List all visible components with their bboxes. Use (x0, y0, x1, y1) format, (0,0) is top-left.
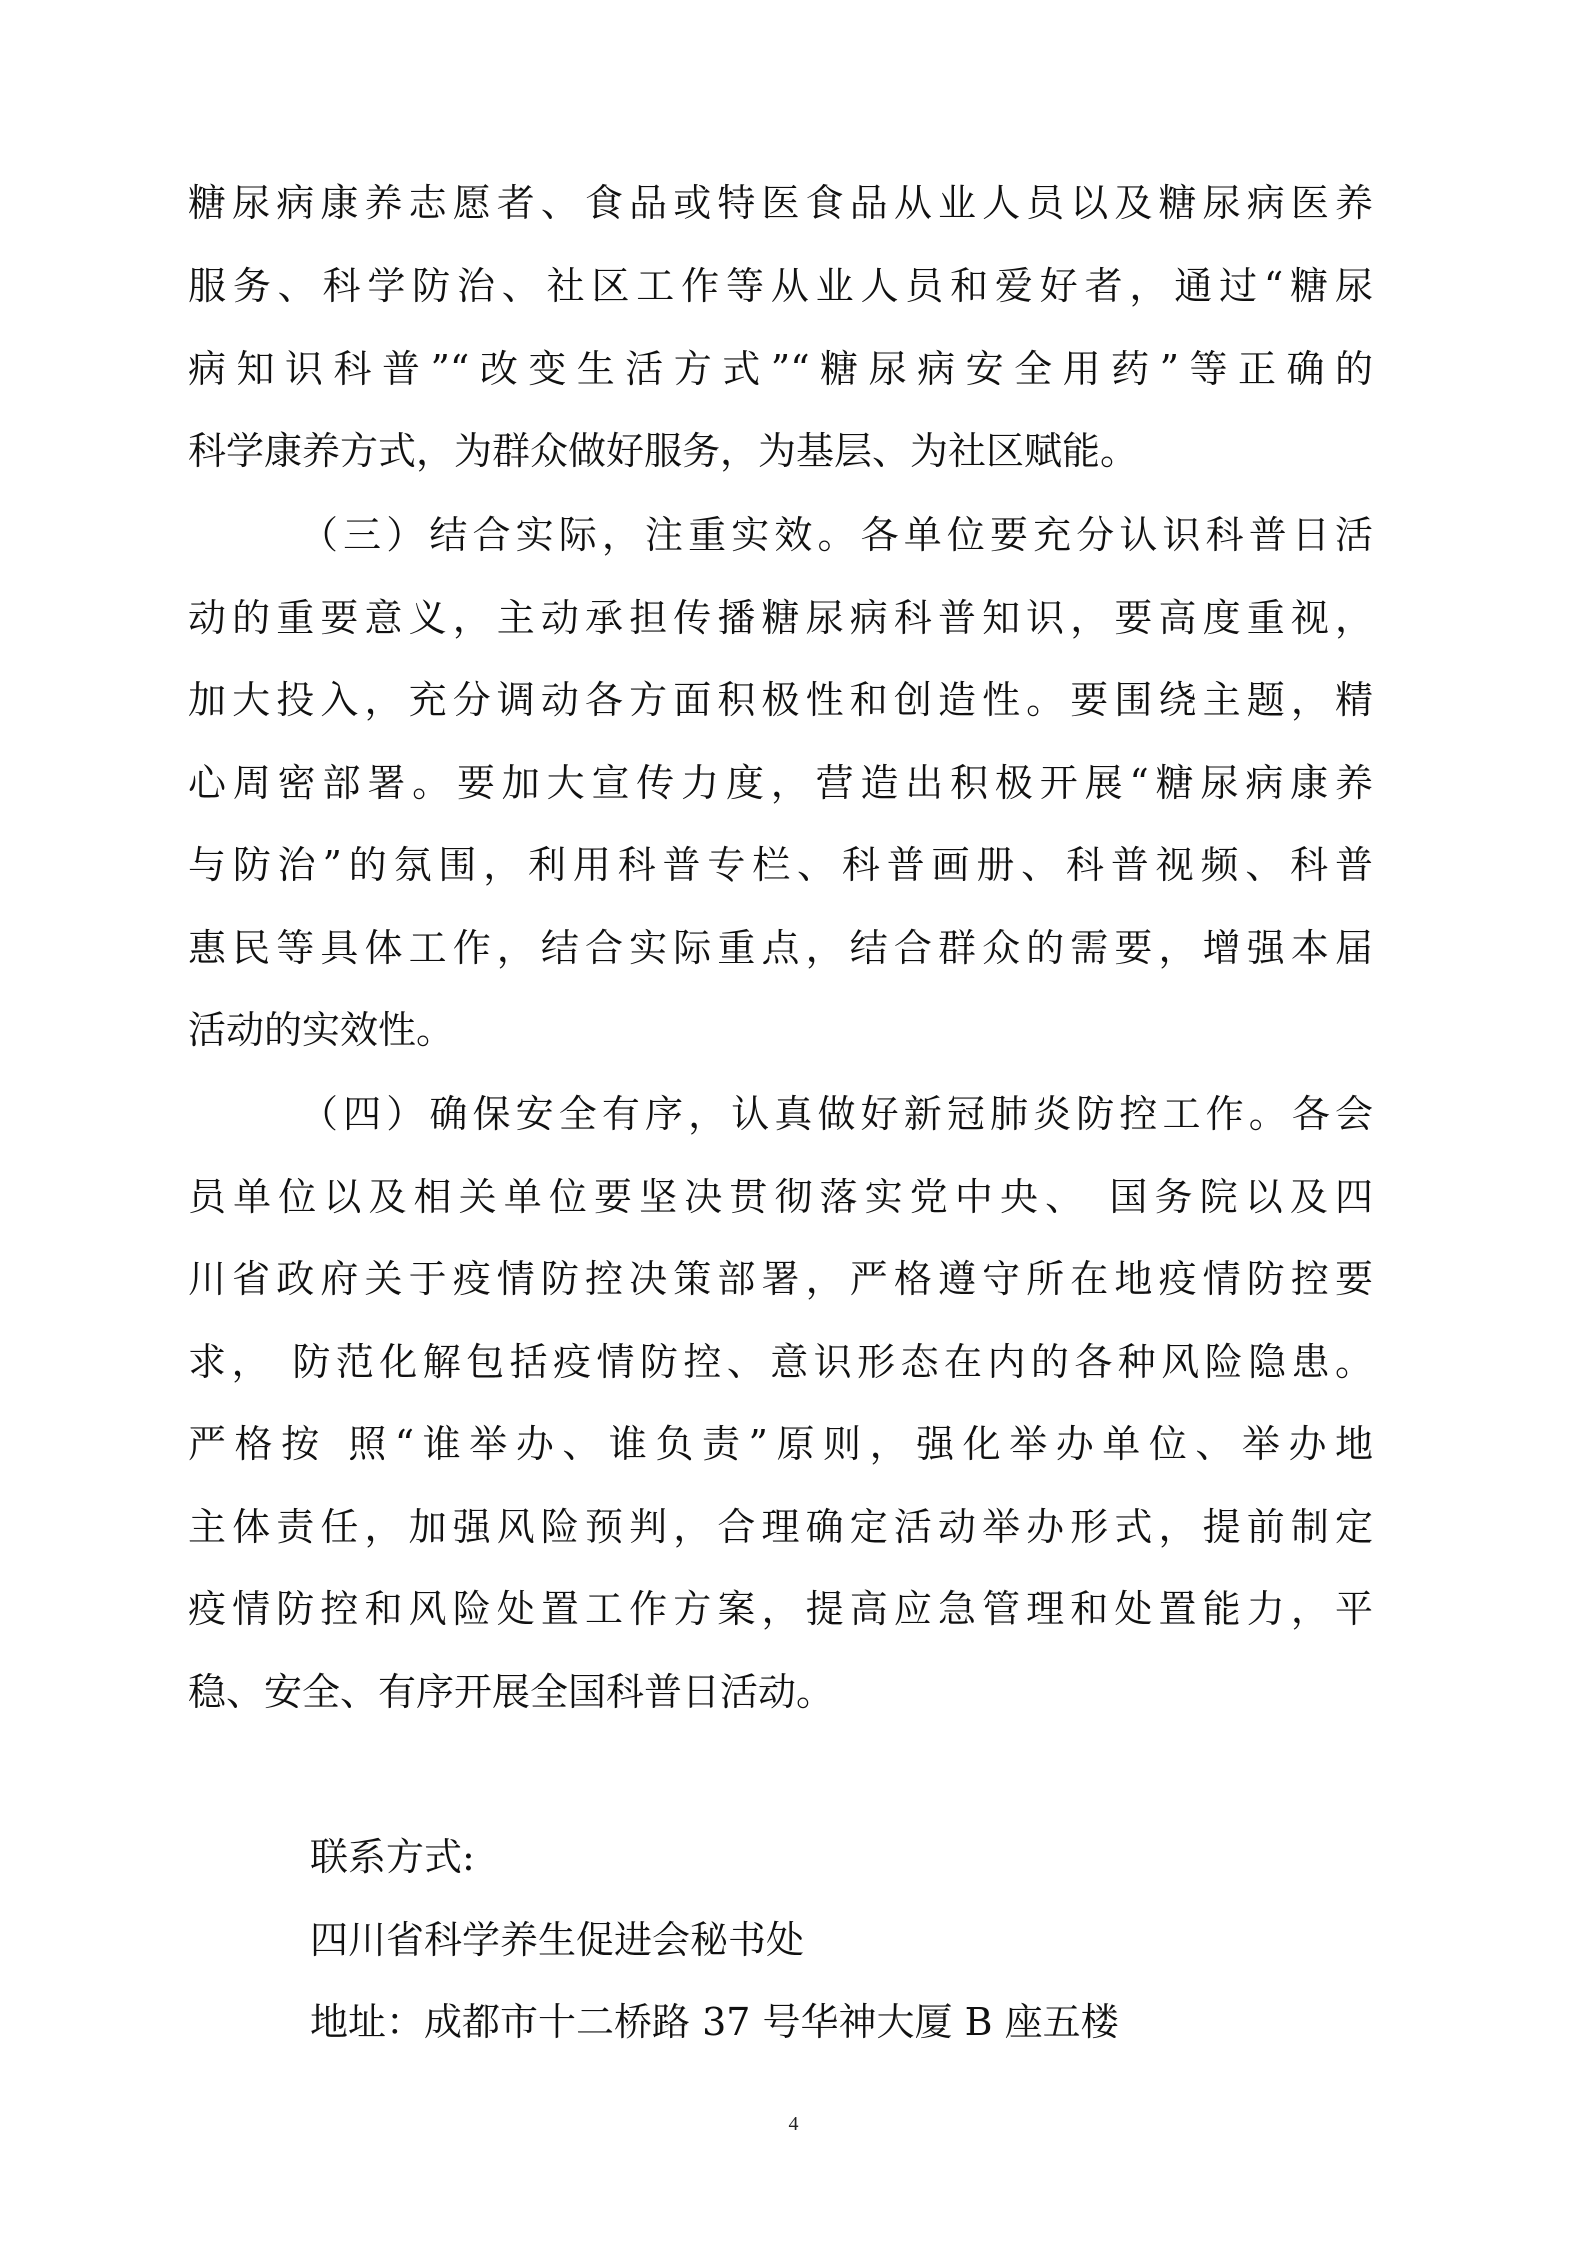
section-four-line: 严格按 照“谁举办、谁负责”原则，强化举办单位、举办地 (188, 1422, 1373, 1466)
paragraph-line: 科学康养方式，为群众做好服务，为基层、为社区赋能。 (188, 429, 1139, 473)
section-three-line: 心周密部署。要加大宣传力度，营造出积极开展“糖尿病康养 (188, 761, 1373, 805)
section-three-line: 加大投入，充分调动各方面积极性和创造性。要围绕主题，精 (188, 678, 1373, 722)
contact-heading: 联系方式: (310, 1835, 475, 1879)
section-four-line: 主体责任，加强风险预判，合理确定活动举办形式，提前制定 (188, 1505, 1373, 1549)
section-three-line: 与防治”的氛围，利用科普专栏、科普画册、科普视频、科普 (188, 843, 1373, 887)
section-four-line: 川省政府关于疫情防控决策部署，严格遵守所在地疫情防控要 (188, 1257, 1373, 1301)
section-four-line: 员单位以及相关单位要坚决贯彻落实党中央、 国务院以及四 (188, 1175, 1373, 1219)
contact-organization: 四川省科学养生促进会秘书处 (310, 1918, 805, 1962)
section-four-line: 求， 防范化解包括疫情防控、意识形态在内的各种风险隐患。 (188, 1340, 1373, 1384)
section-three-line: 惠民等具体工作，结合实际重点，结合群众的需要，增强本届 (188, 926, 1373, 970)
section-three-line: 活动的实效性。 (188, 1008, 455, 1052)
section-three-line: 动的重要意义，主动承担传播糖尿病科普知识，要高度重视， (188, 596, 1373, 640)
paragraph-line: 服务、科学防治、社区工作等从业人员和爱好者，通过“糖尿 (188, 264, 1373, 308)
paragraph-line: 病知识科普”“改变生活方式”“糖尿病安全用药”等正确的 (188, 347, 1373, 391)
section-three-line: （三）结合实际，注重实效。各单位要充分认识科普日活 (300, 513, 1373, 557)
section-four-line: 疫情防控和风险处置工作方案，提高应急管理和处置能力，平 (188, 1587, 1373, 1631)
page-number: 4 (788, 2113, 799, 2135)
paragraph-line: 糖尿病康养志愿者、食品或特医食品从业人员以及糖尿病医养 (188, 181, 1373, 225)
contact-address: 地址：成都市十二桥路 37 号华神大厦 B 座五楼 (310, 2000, 1119, 2044)
section-four-line: （四）确保安全有序，认真做好新冠肺炎防控工作。各会 (300, 1092, 1373, 1136)
section-four-line: 稳、安全、有序开展全国科普日活动。 (188, 1670, 835, 1714)
